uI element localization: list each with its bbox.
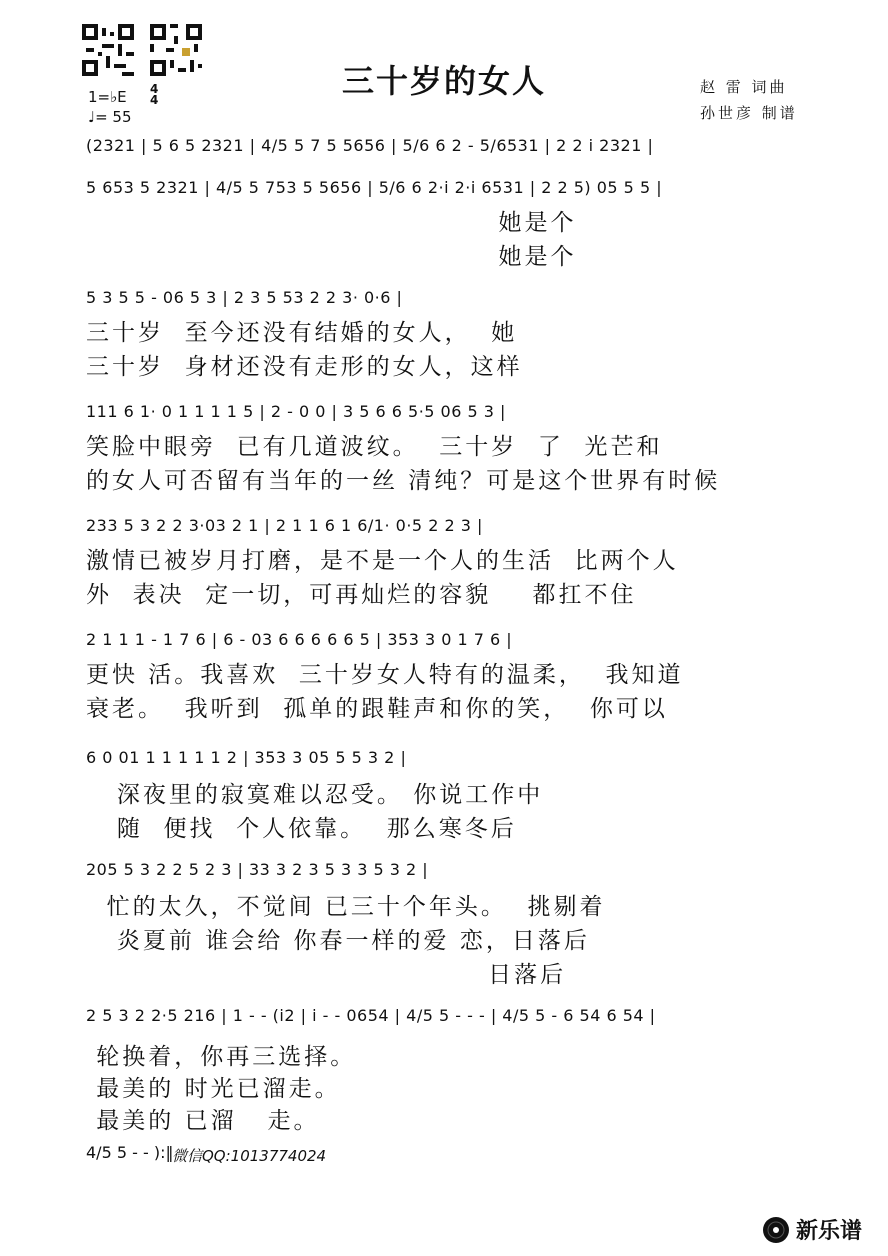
- time-signature: 4 4: [150, 82, 159, 107]
- notation-row-7: 6 0 01 1 1 1 1 1 2 | 353 3 05 5 5 3 2 |: [86, 748, 407, 767]
- lyrics-row-8-verse-2: 炎夏前 谁会给 你春一样的爱 恋，日落后: [86, 928, 590, 954]
- key-signature: 1=♭E: [88, 88, 127, 106]
- lyrics-row-3-verse-2: 三十岁 身材还没有走形的女人，这样: [86, 354, 523, 380]
- song-title: 三十岁的女人: [341, 62, 546, 100]
- brand-name: 新乐谱: [796, 1219, 863, 1244]
- brand-logo: [762, 1214, 862, 1245]
- lyrics-row-4-verse-2: 的女人可否留有当年的一丝 清纯？可是这个世界有时候: [86, 468, 721, 494]
- lyrics-row-7-verse-1: 深夜里的寂寞难以忍受。 你说工作中: [86, 782, 544, 808]
- lyrics-row-4-verse-1: 笑脸中眼旁 已有几道波纹。 三十岁 了 光芒和: [86, 434, 663, 460]
- notation-row-6: 2 1 1 1 - 1 7 6 | 6 - 03 6 6 6 6 6 5 | 353 3 0 1 7 6 |: [86, 630, 513, 649]
- notation-row-1: (2321 | 5 6 5 2321 | 4/5 5 7 5 5656 | 5/6 6 2 - 5/6531 | 2 2 i 2321 |: [86, 136, 654, 155]
- notation-row-9: 2 5 3 2 2·5 216 | 1 - - (i2 | i - - 0654 | 4/5 5 - - - | 4/5 5 - 6 54 6 54 |: [86, 1006, 656, 1025]
- lyrics-row-9-verse-1: 轮换着，你再三选择。: [86, 1044, 357, 1070]
- wechat-qq-contact: 微信QQ:1013774024: [172, 1147, 327, 1165]
- lyrics-row-9-verse-3: 最美的 已溜 走。: [86, 1108, 320, 1134]
- final-notes: 4/5 5 - - ):‖: [86, 1143, 174, 1162]
- lyrics-row-3-verse-1: 三十岁 至今还没有结婚的女人， 她: [86, 320, 518, 346]
- notation-row-2: 5 653 5 2321 | 4/5 5 753 5 5656 | 5/6 6 2·i 2·i 6531 | 2 2 5) 05 5 5 |: [86, 178, 663, 197]
- lyrics-row-8-verse-3: 日落后: [86, 962, 567, 988]
- lyrics-row-6-verse-1: 更快 活。我喜欢 三十岁女人特有的温柔， 我知道: [86, 662, 684, 688]
- tempo-marking: ♩= 55: [88, 108, 132, 126]
- lyrics-row-5-verse-2: 外 表决 定一切，可再灿烂的容貌 都扛不住: [86, 582, 637, 608]
- lyricist-composer-credit: 赵 雷 词曲: [700, 78, 788, 96]
- lyrics-row-8-verse-1: 忙的太久，不觉间 已三十个年头。 挑剔着: [86, 894, 606, 920]
- lyrics-row-5-verse-1: 激情已被岁月打磨，是不是一个人的生活 比两个人: [86, 548, 679, 574]
- lyrics-row-9-verse-2: 最美的 时光已溜走。: [86, 1076, 341, 1102]
- lyrics-row-7-verse-2: 随 便找 个人依靠。 那么寒冬后: [86, 816, 517, 842]
- arranger-credit: 孙世彦 制谱: [700, 104, 798, 122]
- notation-row-8: 205 5 3 2 2 5 2 3 | 33 3 2 3 5 3 3 5 3 2 |: [86, 860, 429, 879]
- notation-row-3: 5 3 5 5 - 06 5 3 | 2 3 5 53 2 2 3· 0·6 |: [86, 288, 403, 307]
- lyrics-row-6-verse-2: 衰老。 我听到 孤单的跟鞋声和你的笑， 你可以: [86, 696, 668, 722]
- lyrics-row-2-verse-2: 她是个: [86, 244, 577, 270]
- notation-row-4: 111 6 1· 0 1 1 1 1 5 | 2 - 0 0 | 3 5 6 6 5·5 06 5 3 |: [86, 402, 506, 421]
- notation-row-5: 233 5 3 2 2 3·03 2 1 | 2 1 1 6 1 6/1· 0·5 2 2 3 |: [86, 516, 483, 535]
- vinyl-record-icon: [762, 1216, 790, 1244]
- lyrics-row-2-verse-1: 她是个: [86, 210, 577, 236]
